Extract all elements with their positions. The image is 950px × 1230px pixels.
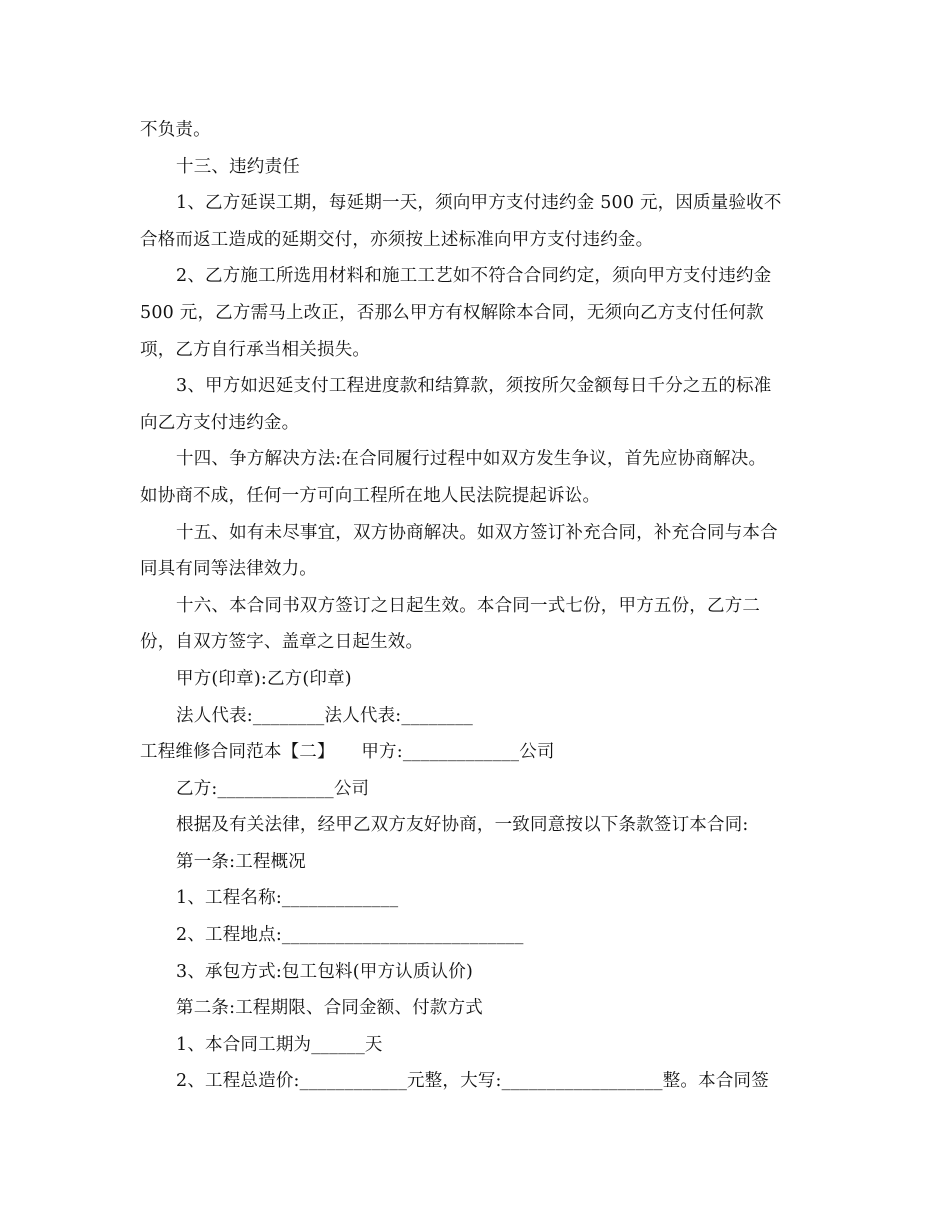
text-line-3: 1、乙方延误工期，每延期一天，须向甲方支付违约金 500 元，因质量验收不 (176, 193, 782, 214)
project-location-line: 2、工程地点:___________________________ (176, 925, 524, 946)
section-14-text: 十四、争方解决方法:在合同履行过程中如双方发生争议，首先应协商解决。 (176, 449, 767, 470)
section-16-text: 十六、本合同书双方签订之日起生效。本合同一式七份，甲方五份，乙方二 (176, 595, 761, 616)
text-line-8: 3、甲方如迟延支付工程进度款和结算款，须按所欠金额每日千分之五的标准 (176, 376, 772, 397)
article-1-heading: 第一条:工程概况 (176, 851, 306, 872)
text-line-13: 同具有同等法律效力。 (140, 559, 317, 580)
contract-method-line: 3、承包方式:包工包料(甲方认质认价) (176, 961, 473, 982)
contract-template-2-title: 工程维修合同范本【二】 甲方:_____________公司 (140, 742, 555, 763)
section-15-text: 十五、如有未尽事宜，双方协商解决。如双方签订补充合同，补充合同与本合 (176, 522, 778, 543)
text-line-7: 项，乙方自行承当相关损失。 (140, 339, 371, 360)
preamble-line: 根据及有关法律，经甲乙双方友好协商，一致同意按以下条款签订本合同: (176, 815, 749, 836)
total-cost-line: 2、工程总造价:____________元整，大写:__________________整。本合同签 (176, 1071, 769, 1092)
document-page (140, 112, 812, 1100)
legal-representative-line: 法人代表:________法人代表:________ (176, 705, 473, 726)
article-2-heading: 第二条:工程期限、合同金额、付款方式 (176, 998, 483, 1019)
text-line-4: 合格而返工造成的延期交付，亦须按上述标准向甲方支付违约金。 (140, 229, 654, 250)
seal-line: 甲方(印章):乙方(印章) (176, 668, 352, 689)
project-name-line: 1、工程名称:_____________ (176, 888, 399, 909)
party-b-line: 乙方:_____________公司 (176, 778, 370, 799)
text-line-6: 500 元，乙方需马上改正，否那么甲方有权解除本合同，无须向乙方支付任何款 (140, 302, 764, 323)
text-line-9: 向乙方支付违约金。 (140, 412, 300, 433)
text-line-15: 份，自双方签字、盖章之日起生效。 (140, 632, 424, 653)
duration-line: 1、本合同工期为______天 (176, 1034, 383, 1055)
text-line-5: 2、乙方施工所选用材料和施工工艺如不符合合同约定，须向甲方支付违约金 (176, 266, 772, 287)
section-13-heading: 十三、违约责任 (176, 156, 300, 177)
text-line-11: 如协商不成，任何一方可向工程所在地人民法院提起诉讼。 (140, 485, 601, 506)
text-line-1: 不负责。 (140, 120, 211, 140)
